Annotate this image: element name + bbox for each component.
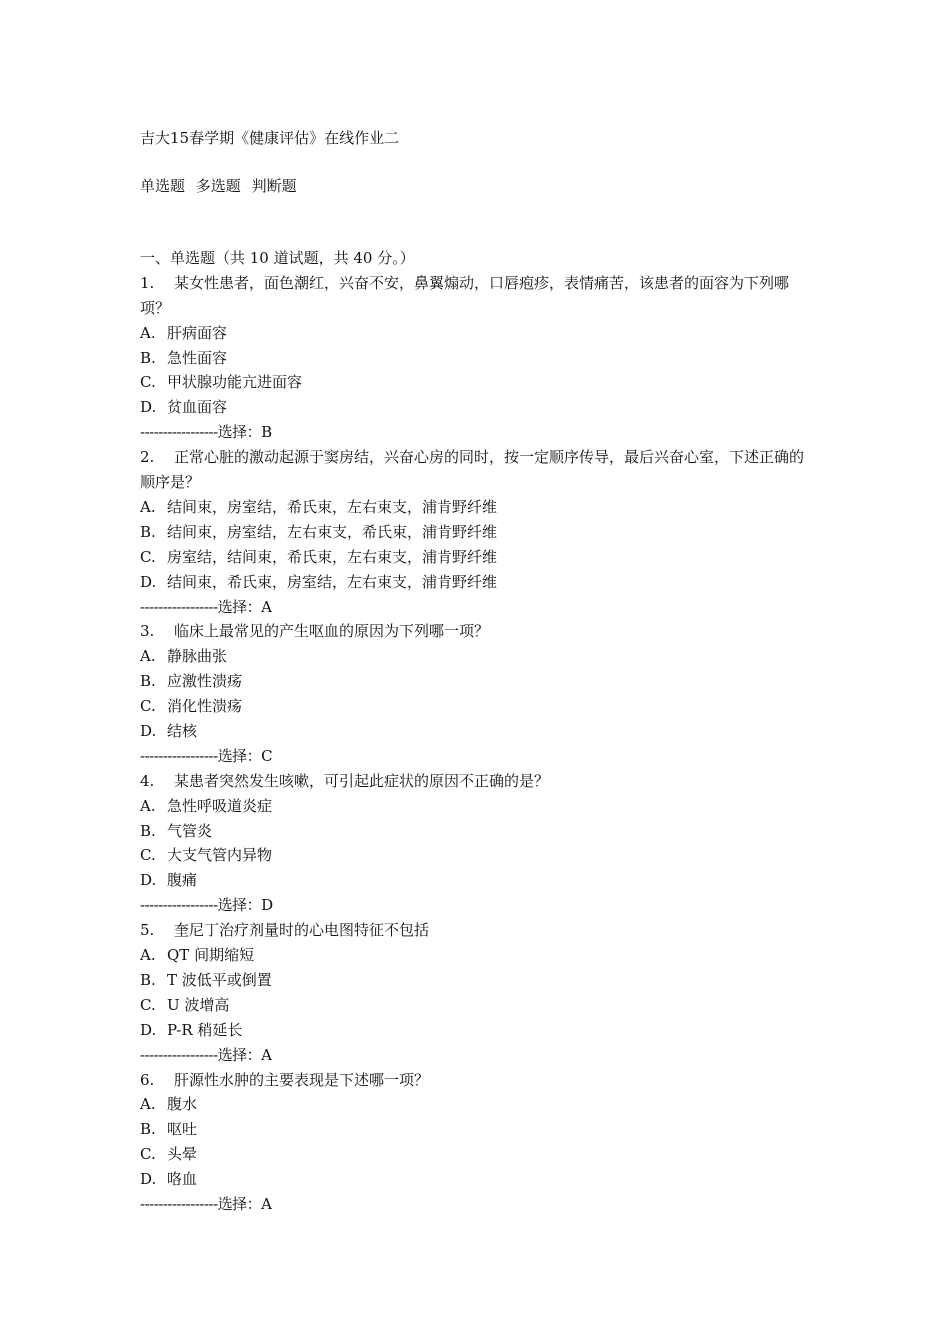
option-text: 头晕 [167, 1145, 198, 1164]
question-stem [140, 619, 812, 644]
option-letter: A. [140, 647, 156, 666]
answer-line [140, 744, 820, 769]
answer-option [140, 794, 820, 819]
option-text: 肝病面容 [167, 323, 228, 342]
option-text: 甲状腺功能亢进面容 [167, 373, 303, 392]
answer-option [140, 545, 820, 570]
question-number: 2. [140, 448, 155, 467]
option-letter: D. [140, 572, 157, 591]
option-letter: C. [140, 697, 156, 716]
option-text: 呕吐 [167, 1120, 198, 1139]
answer-value: A [261, 1194, 273, 1213]
answer-option [140, 719, 820, 744]
answer-line [140, 420, 820, 445]
question-text: 正常心脏的激动起源于窦房结，兴奋心房的同时，按一定顺序传导，最后兴奋心室，下述正确的顺序是？ [140, 448, 805, 492]
option-text: 急性呼吸道炎症 [167, 796, 273, 815]
option-letter: B. [140, 348, 156, 367]
option-letter: C. [140, 373, 156, 392]
answer-option [140, 694, 820, 719]
option-text: 急性面容 [167, 348, 228, 367]
option-letter: D. [140, 722, 157, 740]
option-text: 消化性溃疡 [167, 697, 243, 716]
option-text: T 波低平或倒置 [167, 970, 272, 989]
document-title: 吉大15春学期《健康评估》在线作业二 [140, 129, 400, 147]
option-letter: B. [140, 522, 156, 541]
option-text: 大支气管内异物 [167, 846, 273, 865]
answer-line [140, 595, 820, 620]
option-letter: A. [140, 497, 156, 516]
answer-option [140, 395, 820, 420]
question-stem [140, 271, 812, 321]
answer-option [140, 370, 820, 395]
option-letter: D. [140, 1020, 157, 1039]
answer-option [140, 520, 820, 545]
answer-prefix: -----------------选择： [140, 1194, 262, 1213]
answer-option [140, 968, 820, 993]
question-text: 临床上最常见的产生呕血的原因为下列哪一项？ [174, 622, 490, 641]
option-text: 结间束，房室结，左右束支，希氏束，浦肯野纤维 [167, 522, 498, 541]
answer-value: D [261, 896, 274, 915]
answer-value: A [261, 1045, 273, 1064]
option-letter: C. [140, 846, 156, 865]
option-letter: B. [140, 970, 156, 989]
tab-true-false[interactable]: 判断题 [251, 177, 297, 195]
questions-container [140, 271, 820, 1217]
answer-line [140, 1192, 820, 1217]
tab-single-choice[interactable]: 单选题 [140, 177, 186, 195]
question-number: 3. [140, 622, 155, 641]
question-stem [140, 918, 812, 943]
option-letter: D. [140, 398, 157, 417]
question-list [140, 246, 820, 1217]
question-stem [140, 1068, 812, 1093]
question-number: 1. [140, 273, 155, 292]
answer-option [140, 495, 820, 520]
option-text: QT 间期缩短 [167, 946, 255, 965]
question-type-tabs [140, 176, 303, 196]
answer-option [140, 570, 820, 595]
answer-value: B [261, 423, 273, 442]
answer-option [140, 669, 820, 694]
answer-option [140, 346, 820, 371]
answer-option [140, 819, 820, 844]
option-text: U 波增高 [167, 995, 230, 1014]
answer-value: C [261, 746, 273, 765]
question-number: 5. [140, 921, 155, 940]
option-text: 气管炎 [167, 821, 213, 840]
option-text: 结间束，希氏束，房室结，左右束支，浦肯野纤维 [167, 572, 498, 591]
answer-option [140, 993, 820, 1018]
option-text: 静脉曲张 [167, 647, 228, 666]
option-letter: C. [140, 547, 156, 566]
answer-prefix: -----------------选择： [140, 423, 262, 442]
answer-prefix: -----------------选择： [140, 1045, 262, 1064]
question-number: 6. [140, 1070, 155, 1089]
option-letter: D. [140, 1170, 157, 1189]
answer-option [140, 321, 820, 346]
option-letter: B. [140, 821, 156, 840]
question-text: 某女性患者，面色潮红，兴奋不安，鼻翼煽动，口唇疱疹，表情痛苦，该患者的面容为下列哪项？ [140, 273, 790, 317]
question-number: 4. [140, 771, 155, 790]
answer-option [140, 1018, 820, 1043]
answer-option [140, 943, 820, 968]
option-letter: B. [140, 1120, 156, 1139]
option-letter: A. [140, 1095, 156, 1114]
option-letter: B. [140, 672, 156, 691]
answer-option [140, 843, 820, 868]
answer-line [140, 1043, 820, 1068]
option-letter: D. [140, 871, 157, 890]
tab-multiple-choice[interactable]: 多选题 [195, 177, 241, 195]
question-text: 奎尼丁治疗剂量时的心电图特征不包括 [174, 921, 430, 940]
answer-option [140, 1167, 820, 1192]
question-text: 肝源性水肿的主要表现是下述哪一项？ [174, 1070, 430, 1089]
answer-prefix: -----------------选择： [140, 896, 262, 915]
option-text: 腹水 [167, 1095, 198, 1114]
answer-prefix: -----------------选择： [140, 597, 262, 616]
option-text: 腹痛 [167, 871, 198, 890]
answer-option [140, 868, 820, 893]
option-text: 贫血面容 [167, 398, 228, 417]
option-text: 咯血 [167, 1170, 198, 1189]
option-letter: C. [140, 995, 156, 1014]
option-text: 结核 [167, 722, 198, 740]
answer-option [140, 1142, 820, 1167]
answer-option [140, 644, 820, 669]
option-letter: A. [140, 323, 156, 342]
answer-option [140, 1092, 820, 1117]
section-heading: 一、单选题（共 10 道试题，共 40 分。） [140, 249, 415, 267]
option-text: 结间束，房室结，希氏束，左右束支，浦肯野纤维 [167, 497, 498, 516]
option-letter: A. [140, 796, 156, 815]
question-stem [140, 445, 812, 495]
option-letter: A. [140, 946, 156, 965]
answer-value: A [261, 597, 273, 616]
option-text: 房室结，结间束，希氏束，左右束支，浦肯野纤维 [167, 547, 498, 566]
answer-prefix: -----------------选择： [140, 746, 262, 765]
answer-line [140, 893, 820, 918]
option-text: 应激性溃疡 [167, 672, 243, 691]
answer-option [140, 1117, 820, 1142]
question-text: 某患者突然发生咳嗽，可引起此症状的原因不正确的是？ [174, 771, 550, 790]
option-letter: C. [140, 1145, 156, 1164]
question-stem [140, 769, 812, 794]
option-text: P-R 稍延长 [167, 1020, 243, 1039]
